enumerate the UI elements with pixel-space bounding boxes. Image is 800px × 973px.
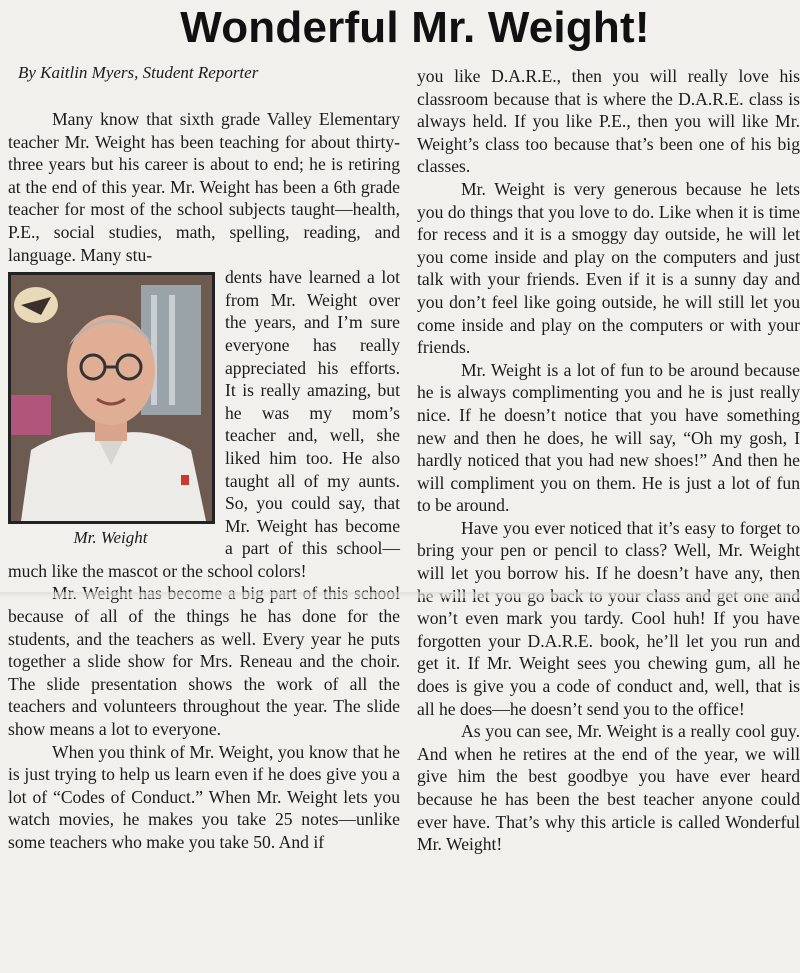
paragraph-4: Mr. Weight is very generous because he lets you do things that you love to do. Like when it is time for recess and it is a smoggy day outside, he will let you come inside and play on the computers and just talk with your friends. Even if it is a sunny day and you don’t feel like going outside, he will still let you come inside and play on the computers or with your friends.	[417, 178, 800, 358]
paragraph-6: Have you ever noticed that it’s easy to forget to bring your pen or pencil to class? Well, Mr. Weight will let you borrow his. If he doesn’t have any, then won’t even mark you tardy. Cool huh! If you have forgotten your D.A.R.E. book, he’ll let you run and get it. If Mr. Weight sees you chewing gum, all he does is give you a code of conduct and, well, that is all he does—he doesn’t send you to the office!	[417, 517, 800, 719]
photo-caption: Mr. Weight	[73, 528, 148, 548]
portrait-illustration	[11, 275, 212, 521]
right-column	[417, 65, 800, 856]
portrait-photo	[8, 272, 215, 524]
paragraph-5: Mr. Weight is a lot of fun to be around because he is always complimenting you and he is just really nice. If he doesn’t notice that you have something new and then he does, he will say, “Oh my gosh, I hardly noticed that you had new shoes!” And then he will compliment you on them. He is just a lot of fun to be around.	[417, 359, 800, 516]
paragraph-1-start: Many know that sixth grade Valley Elementary teacher Mr. Weight has been teaching for about thirty-three years but his career is about to end; he is retiring at the end of this year. Mr. Weight has been a 6th grade teacher for most of the school subjects taught—health, P.E., social studies, math, spelling, reading, and language. Many stu-	[8, 109, 400, 265]
byline: By Kaitlin Myers, Student Reporter	[18, 63, 259, 82]
paper-fold-line	[0, 592, 800, 598]
left-column	[8, 108, 400, 854]
paragraph-3: When you think of Mr. Weight, you know that he is just trying to help us learn even if he does give you a lot of “Codes of Conduct.” When Mr. Weight lets you watch movies, he makes you take 25 notes—unlike some teachers who make you take 50. And if	[8, 741, 400, 852]
paragraph-2: because of all of the things he has done for the students, and the teachers as well. Every year he puts together a slide show for Mrs. Reneau and the choir. The slide presentation shows the work of all the teachers and volunteers throughout the year. The slide show means a lot to everyone.	[8, 606, 400, 740]
photo-figure	[8, 266, 213, 550]
paragraph-1-beside-photo: dents have learned a lot from Mr. Weight over the years, and I’m sure everyone has really appreciated his efforts. It is really amazing, but he was my mom’s teacher and, well, she liked him too. He also taught all of my aunts. So, you could say, that Mr. Weight has become a part of this school—much like the mascot or the school colors!	[8, 267, 400, 581]
paragraph-7: As you can see, Mr. Weight is a really cool guy. And when he retires at the end of the year, we will give him the best goodbye you have ever heard because he has been the best teacher anyone could ever have. That’s why this article is called Wonderful Mr. Weight!	[417, 721, 800, 855]
paragraph-3-continued: you like D.A.R.E., then you will really love his classroom because that is where the D.A.R.E. class is always held. If you like P.E., then you will like Mr. Weight’s class too because that’s been one of his big classes.	[417, 66, 800, 177]
headline: Wonderful Mr. Weight!	[180, 3, 650, 52]
